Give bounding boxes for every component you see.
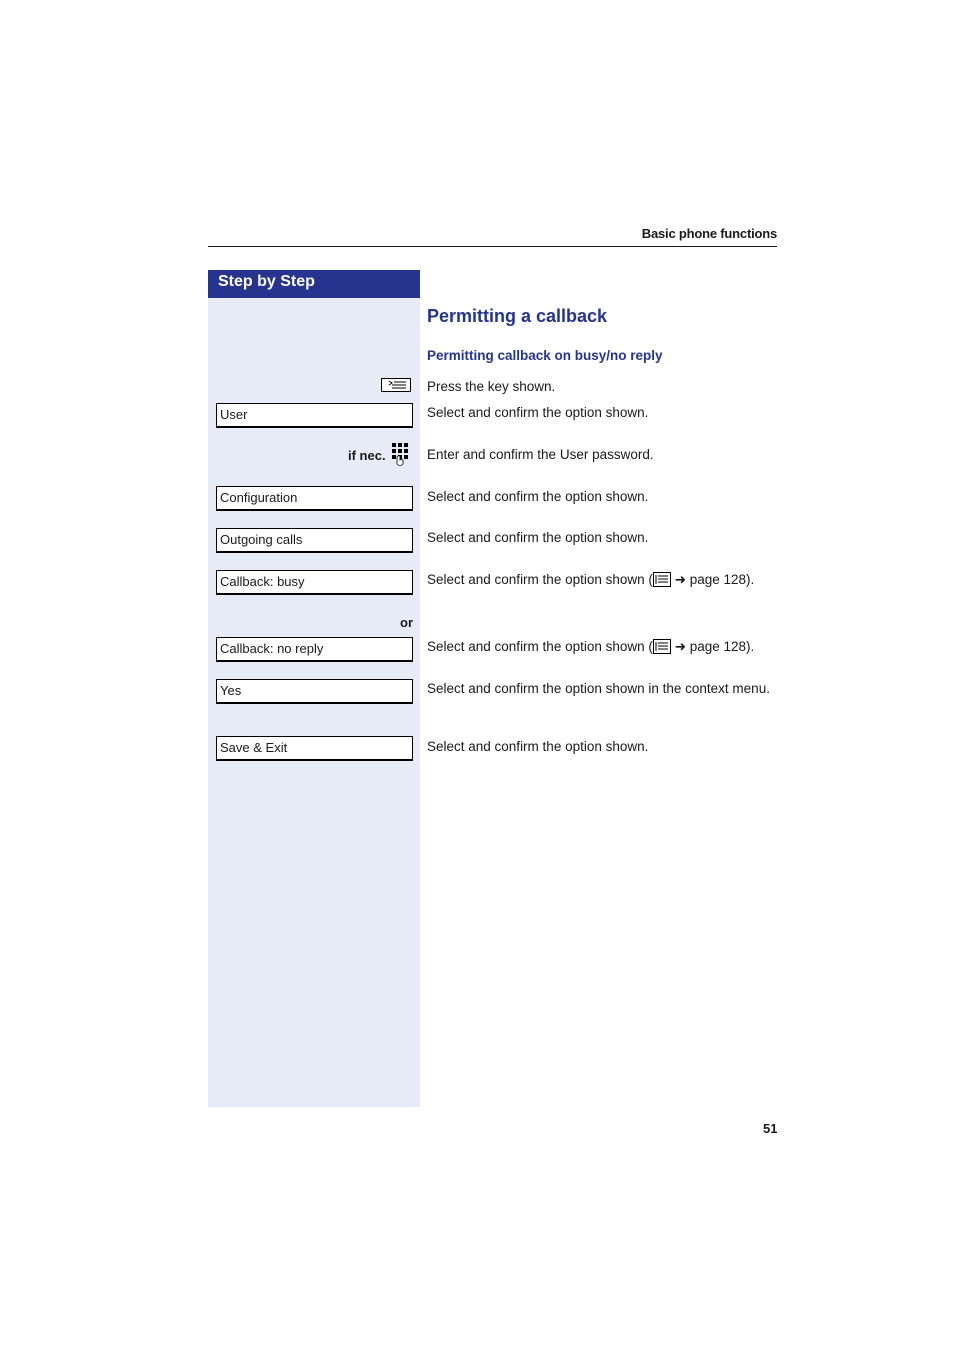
- sidebar-title: Step by Step: [208, 270, 420, 298]
- arrow-right-icon: ➜: [674, 572, 686, 587]
- step-callback-no-reply-text: [427, 639, 782, 655]
- option-save-exit[interactable]: Save & Exit: [216, 736, 413, 761]
- step-save-exit-text: Select and confirm the option shown.: [427, 739, 649, 754]
- option-outgoing-calls[interactable]: Outgoing calls: [216, 528, 413, 553]
- option-callback-no-reply[interactable]: Callback: no reply: [216, 637, 413, 662]
- reference-book-icon: [653, 639, 671, 654]
- keypad-icon: [391, 443, 409, 467]
- section-title: Permitting a callback: [427, 306, 608, 326]
- step-yes-text: Select and confirm the option shown in the context menu.: [427, 681, 770, 696]
- or-separator: or: [400, 615, 413, 630]
- step-user-text: Select and confirm the option shown.: [427, 405, 649, 420]
- header-divider: [208, 246, 777, 247]
- option-callback-busy[interactable]: Callback: busy: [216, 570, 413, 595]
- step-press-key-text: Press the key shown.: [427, 379, 556, 394]
- step-configuration-text: Select and confirm the option shown.: [427, 489, 649, 504]
- if-necessary-label: if nec.: [348, 447, 386, 463]
- option-configuration[interactable]: Configuration: [216, 486, 413, 511]
- reference-book-icon: [653, 572, 671, 587]
- section-subtitle: Permitting callback on busy/no reply: [427, 348, 663, 363]
- callback-no-reply-text-post[interactable]: page 128).: [685, 639, 755, 654]
- step-outgoing-calls-text: Select and confirm the option shown.: [427, 530, 649, 545]
- arrow-right-icon: ➜: [674, 639, 686, 654]
- option-yes[interactable]: Yes: [216, 679, 413, 704]
- callback-busy-text-pre: Select and confirm the option shown (: [427, 572, 653, 587]
- callback-no-reply-text-pre: Select and confirm the option shown (: [427, 639, 653, 654]
- callback-busy-text-post[interactable]: page 128).: [685, 572, 755, 587]
- option-user[interactable]: User: [216, 403, 413, 428]
- step-password-text: Enter and confirm the User password.: [427, 447, 654, 462]
- step-callback-busy-text: [427, 572, 782, 588]
- menu-key-icon: [381, 378, 411, 392]
- page-number: 51: [763, 1121, 778, 1136]
- running-header: Basic phone functions: [641, 226, 777, 241]
- if-necessary-hint: [348, 443, 409, 467]
